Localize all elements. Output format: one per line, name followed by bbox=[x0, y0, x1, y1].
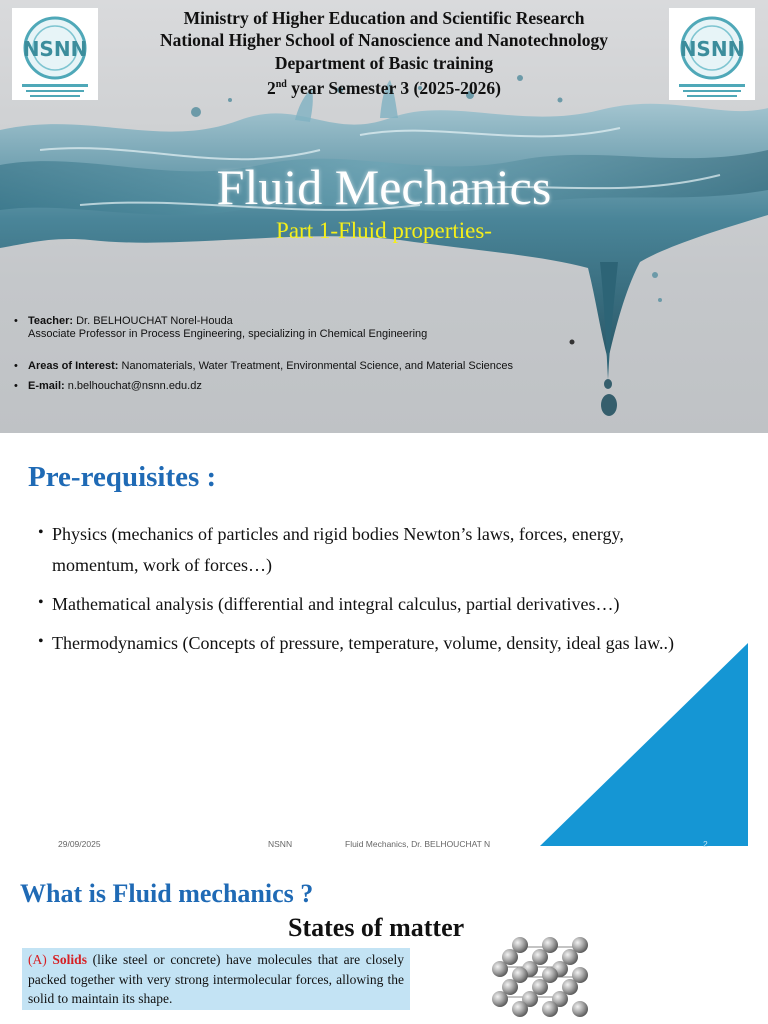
email-info bbox=[14, 380, 202, 393]
bullet: • bbox=[38, 594, 44, 611]
course-subtitle: Part 1-Fluid properties- bbox=[276, 218, 492, 243]
bullet: • bbox=[38, 524, 44, 541]
solids-prefix: (A) bbox=[28, 952, 47, 967]
interest-label: Areas of Interest: bbox=[28, 360, 119, 372]
footer-course: Fluid Mechanics, Dr. BELHOUCHAT N bbox=[345, 839, 491, 849]
bullet: • bbox=[14, 315, 18, 327]
interest-info bbox=[14, 360, 513, 373]
year-semester: year Semester 3 (2025-2026) bbox=[286, 77, 502, 98]
header-department: Department of Basic training bbox=[274, 53, 494, 73]
teacher-name: Dr. BELHOUCHAT Norel-Houda bbox=[73, 315, 233, 327]
decorative-triangle bbox=[540, 643, 748, 846]
title-slide bbox=[0, 0, 768, 433]
teacher-label: Teacher: bbox=[28, 315, 74, 327]
list-item-text: Physics (mechanics of particles and rigid bodies Newton’s laws, forces, energy, momentum, work of forces…) bbox=[52, 524, 624, 575]
list-item bbox=[38, 589, 678, 620]
states-of-matter-heading: States of matter bbox=[288, 913, 465, 942]
prerequisites-title: Pre-requisites : bbox=[28, 461, 217, 493]
prerequisites-slide bbox=[0, 433, 768, 861]
email-value[interactable]: n.belhouchat@nsnn.edu.dz bbox=[64, 380, 202, 392]
header-year bbox=[0, 74, 768, 99]
footer-org: NSNN bbox=[268, 839, 293, 849]
teacher-role: Associate Professor in Process Engineering, specializing in Chemical Engineering bbox=[28, 328, 428, 340]
year-number: 2 bbox=[266, 77, 276, 98]
logo-text: NSNN bbox=[22, 37, 88, 61]
year-suffix: nd bbox=[275, 79, 287, 90]
bullet: • bbox=[14, 380, 18, 392]
teacher-info bbox=[14, 315, 427, 341]
solids-word: Solids bbox=[52, 952, 87, 967]
bullet: • bbox=[38, 633, 44, 650]
footer-page-number: 2 bbox=[703, 839, 708, 849]
logo-text: NSNN bbox=[679, 37, 745, 61]
footer-date: 29/09/2025 bbox=[58, 839, 101, 849]
solids-description bbox=[22, 948, 410, 1010]
list-item-text: Mathematical analysis (differential and integral calculus, partial derivatives…) bbox=[52, 594, 620, 614]
list-item-text: Thermodynamics (Concepts of pressure, temperature, volume, density, ideal gas law..) bbox=[52, 633, 674, 653]
email-label: E-mail: bbox=[28, 380, 65, 392]
list-item bbox=[38, 519, 678, 581]
fluid-mechanics-slide bbox=[0, 861, 768, 1024]
solid-lattice-illustration bbox=[490, 933, 598, 1021]
interest-value: Nanomaterials, Water Treatment, Environmental Science, and Material Sciences bbox=[118, 360, 514, 372]
slide-title: What is Fluid mechanics ? bbox=[20, 879, 314, 908]
bullet: • bbox=[14, 360, 18, 372]
solids-text: (like steel or concrete) have molecules that are closely packed together with very strong intermolecular forces, allowing the solid to maintain its shape. bbox=[28, 952, 404, 1006]
course-title: Fluid Mechanics bbox=[216, 159, 552, 215]
header-school: National Higher School of Nanoscience and Nanotechnology bbox=[160, 30, 608, 50]
header-ministry: Ministry of Higher Education and Scientific Research bbox=[183, 8, 585, 28]
